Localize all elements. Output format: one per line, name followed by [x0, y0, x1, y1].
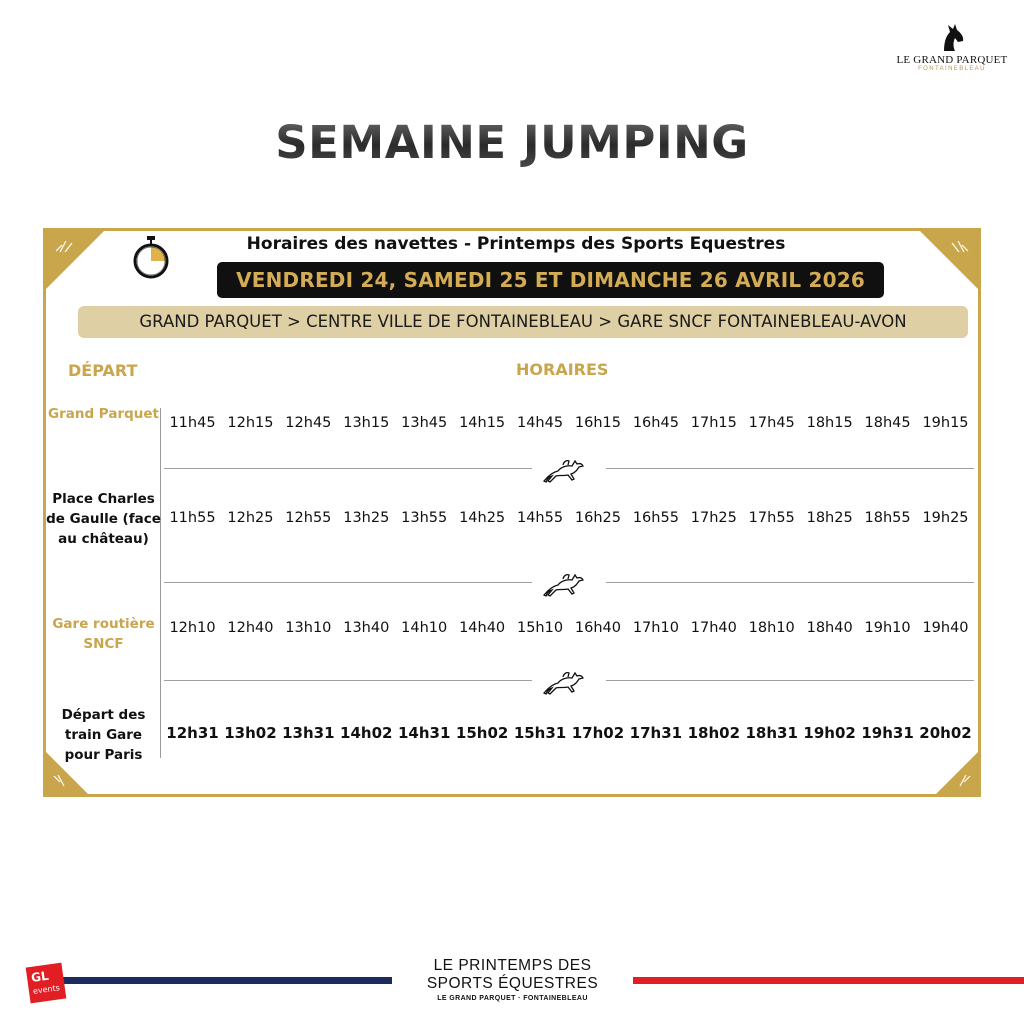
brand-sub: FONTAINEBLEAU — [918, 66, 986, 72]
time-cell: 17h02 — [571, 724, 625, 742]
time-cell: 11h55 — [169, 510, 216, 526]
brand-name: LE GRAND PARQUET — [896, 54, 1008, 66]
show-jumper-icon — [539, 667, 589, 697]
time-cell: 17h15 — [690, 415, 737, 431]
grand-parquet-logo — [896, 22, 1008, 72]
time-cell: 14h40 — [459, 620, 506, 636]
gl-events-logo — [26, 963, 67, 1004]
time-cell: 15h31 — [513, 724, 567, 742]
time-cell: 17h40 — [690, 620, 737, 636]
time-cell: 13h02 — [224, 724, 277, 742]
time-cell: 12h31 — [166, 724, 219, 742]
time-cell: 13h15 — [343, 415, 390, 431]
time-cell: 18h55 — [864, 510, 911, 526]
stop-name: Gare routière SNCF — [52, 616, 155, 652]
time-cell: 18h10 — [748, 620, 795, 636]
times-row — [164, 620, 974, 636]
event-logo — [392, 957, 633, 1002]
time-cell: 14h31 — [397, 724, 451, 742]
page-title: SEMAINE JUMPING — [0, 116, 1024, 169]
time-cell: 19h10 — [864, 620, 911, 636]
times-row — [164, 415, 974, 431]
time-cell: 17h31 — [629, 724, 683, 742]
times-row — [164, 724, 974, 742]
time-cell: 20h02 — [919, 724, 972, 742]
time-cell: 18h31 — [745, 724, 798, 742]
time-cell: 18h02 — [687, 724, 741, 742]
time-cell: 12h10 — [169, 620, 216, 636]
row-separator — [164, 667, 974, 697]
time-cell: 13h25 — [343, 510, 390, 526]
time-cell: 11h45 — [169, 415, 216, 431]
show-jumper-icon — [539, 455, 589, 485]
route-banner: GRAND PARQUET > CENTRE VILLE DE FONTAINEBLEAU > GARE SNCF FONTAINEBLEAU-AVON — [78, 306, 968, 338]
time-cell: 16h40 — [574, 620, 621, 636]
time-cell: 12h40 — [227, 620, 274, 636]
event-logo-line1: LE PRINTEMPS DES — [433, 957, 592, 974]
time-cell: 16h25 — [574, 510, 621, 526]
schedule-subtitle: Horaires des navettes - Printemps des Sports Equestres — [246, 234, 786, 254]
time-cell: 19h15 — [922, 415, 969, 431]
time-cell: 12h15 — [227, 415, 274, 431]
row-separator — [164, 569, 974, 599]
time-cell: 15h02 — [455, 724, 509, 742]
time-cell: 12h45 — [285, 415, 332, 431]
time-cell: 15h10 — [516, 620, 564, 636]
time-cell: 18h45 — [864, 415, 911, 431]
event-logo-line3: LE GRAND PARQUET · FONTAINEBLEAU — [437, 995, 588, 1002]
time-cell: 13h31 — [282, 724, 335, 742]
gl-logo-text: GL — [30, 968, 50, 985]
time-cell: 16h45 — [632, 415, 679, 431]
time-cell: 12h55 — [285, 510, 332, 526]
time-cell: 18h40 — [806, 620, 853, 636]
show-jumper-icon — [539, 569, 589, 599]
sparkle-icon — [52, 774, 74, 788]
time-cell: 14h10 — [401, 620, 448, 636]
footer-line-navy — [62, 977, 392, 984]
sparkle-icon — [950, 774, 972, 788]
time-cell: 14h25 — [459, 510, 506, 526]
horse-head-icon — [938, 22, 966, 52]
sparkle-icon — [54, 239, 76, 253]
time-cell: 17h10 — [632, 620, 679, 636]
time-cell: 13h55 — [401, 510, 448, 526]
stop-name: Place Charles de Gaulle (face au château) — [46, 491, 161, 547]
time-cell: 13h45 — [401, 415, 448, 431]
event-logo-line2: SPORTS ÉQUESTRES — [426, 975, 599, 992]
stop-name: Départ des train Gare pour Paris — [61, 707, 146, 763]
horaires-header: HORAIRES — [516, 360, 609, 379]
time-cell: 18h25 — [806, 510, 853, 526]
time-cell: 16h55 — [632, 510, 679, 526]
time-cell: 19h40 — [922, 620, 969, 636]
times-row — [164, 510, 974, 526]
sparkle-icon — [948, 239, 970, 253]
time-cell: 16h15 — [574, 415, 621, 431]
time-cell: 13h10 — [285, 620, 332, 636]
stopwatch-icon — [131, 235, 171, 279]
footer-line-red — [633, 977, 1024, 984]
time-cell: 17h45 — [748, 415, 795, 431]
time-cell: 14h45 — [516, 415, 564, 431]
time-cell: 14h02 — [340, 724, 393, 742]
time-cell: 17h55 — [748, 510, 795, 526]
time-cell: 18h15 — [806, 415, 853, 431]
stop-name: Grand Parquet — [47, 406, 159, 422]
time-cell: 17h25 — [690, 510, 737, 526]
time-cell: 14h15 — [459, 415, 506, 431]
row-separator — [164, 455, 974, 485]
gl-logo-sub: events — [32, 983, 61, 996]
schedule-board — [43, 228, 981, 797]
time-cell: 13h40 — [343, 620, 390, 636]
time-cell: 19h25 — [922, 510, 969, 526]
event-dates: VENDREDI 24, SAMEDI 25 ET DIMANCHE 26 AVRIL 2026 — [217, 262, 884, 298]
time-cell: 19h31 — [861, 724, 914, 742]
depart-header: DÉPART — [68, 361, 138, 380]
time-cell: 14h55 — [516, 510, 564, 526]
time-cell: 19h02 — [803, 724, 856, 742]
time-cell: 12h25 — [227, 510, 274, 526]
